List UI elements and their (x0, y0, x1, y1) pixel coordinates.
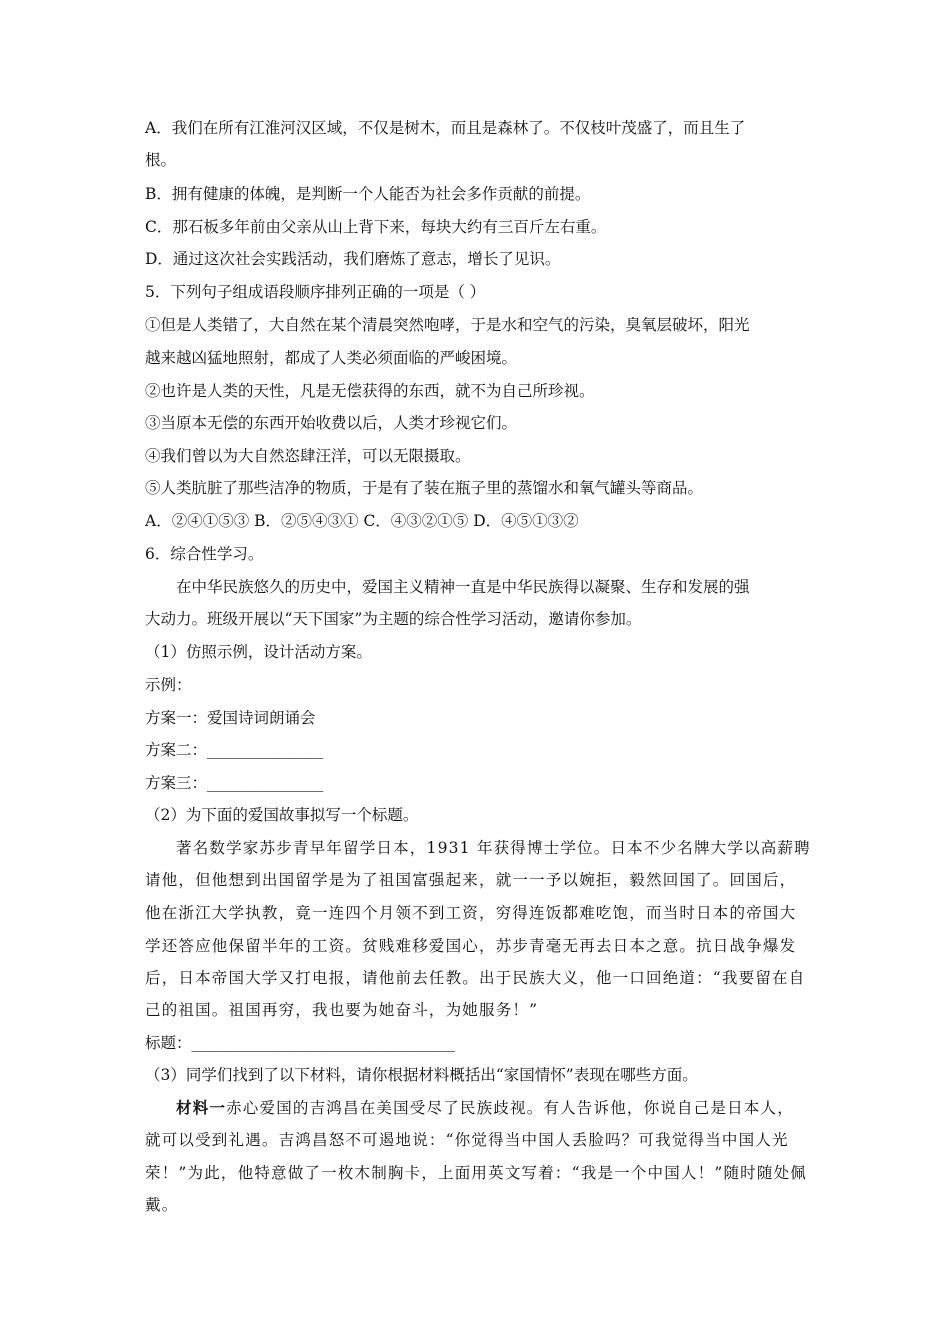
q6-plan-2: 方案二：_______________ (145, 741, 324, 759)
material-1-heading: 材料一 (176, 1098, 227, 1117)
material-1-line2: 就可以受到礼遇。吉鸿昌怒不可遏地说：“你觉得当中国人丢脸吗？可我觉得当中国人光 (145, 1131, 789, 1149)
q4-option-d: D．通过这次社会实践活动，我们磨炼了意志，增长了见识。 (145, 250, 561, 268)
q5-sentence-5: ⑤人类肮脏了那些洁净的物质，于是有了装在瓶子里的蒸馏水和氧气罐头等商品。 (145, 479, 704, 497)
material-1-line4: 戴。 (145, 1196, 179, 1214)
q5-sentence-3: ③当原本无偿的东西开始收费以后，人类才珍视它们。 (145, 414, 518, 432)
q5-sentence-4: ④我们曾以为大自然恣肆汪洋，可以无限摄取。 (145, 447, 471, 465)
material-1-line3: 荣！”为此，他特意做了一枚木制胸卡，上面用英文写着：“我是一个中国人！”随时随处佩 (145, 1164, 807, 1182)
q6-stem: 6．综合性学习。 (145, 545, 264, 563)
q6-part3: （3）同学们找到了以下材料，请你根据材料概括出“家国情怀”表现在哪些方面。 (145, 1066, 698, 1084)
story-line-4: 学还答应他保留半年的工资。贫贱难移爱国心，苏步青毫无再去日本之意。抗日战争爆发 (145, 937, 797, 955)
q5-sentence-2: ②也许是人类的天性，凡是无偿获得的东西，就不为自己所珍视。 (145, 382, 595, 400)
q6-plan-3: 方案三：_______________ (145, 774, 324, 792)
story-line-2: 请他，但他想到出国留学是为了祖国富强起来，就一一予以婉拒，毅然回国了。回国后， (145, 871, 797, 889)
story-line-5: 后，日本帝国大学又打电报，请他前去任教。出于民族大义，他一口回绝道：“我要留在自 (145, 969, 806, 987)
q4-option-a-line1: A．我们在所有江淮河汉区域，不仅是树木，而且是森林了。不仅枝叶茂盛了，而且生了 (145, 119, 746, 137)
q6-example-label: 示例： (145, 676, 192, 694)
q4-option-a-line2: 根。 (145, 151, 177, 169)
story-line-3: 他在浙江大学执教，竟一连四个月领不到工资，穷得连饭都难吃饱，而当时日本的帝国大 (145, 904, 797, 922)
q5-sentence-1-line1: ①但是人类错了，大自然在某个清晨突然咆哮，于是水和空气的污染，臭氧层破坏，阳光 (145, 316, 750, 334)
q6-intro-line1: 在中华民族悠久的历史中，爱国主义精神一直是中华民族得以凝聚、生存和发展的强 (176, 578, 750, 596)
story-line-6: 己的祖国。祖国再穷，我也要为她奋斗，为她服务！” (145, 1001, 539, 1019)
q6-plan-1: 方案一：爱国诗词朗诵会 (145, 709, 316, 727)
q6-part1: （1）仿照示例，设计活动方案。 (145, 643, 372, 661)
q4-option-c: C．那石板多年前由父亲从山上背下来，每块大约有三百斤左右重。 (145, 218, 607, 236)
material-1-line1 (176, 1096, 794, 1118)
q4-option-b: B．拥有健康的体魄，是判断一个人能否为社会多作贡献的前提。 (145, 185, 591, 203)
material-1-text: 赤心爱国的吉鸿昌在美国受尽了民族歧视。有人告诉他，你说自己是日本人， (226, 1099, 794, 1117)
q5-stem: 5．下列句子组成语段顺序排列正确的一项是（ ） (145, 283, 486, 301)
q6-part2: （2）为下面的爱国故事拟写一个标题。 (145, 806, 419, 824)
q5-options: A．②④①⑤③ B．②⑤④③① C．④③②①⑤ D．④⑤①③② (145, 512, 579, 530)
q6-title-label: 标题：__________________________________ (145, 1034, 456, 1052)
story-line-1: 著名数学家苏步青早年留学日本，1931 年获得博士学位。日本不少名牌大学以高薪聘 (176, 839, 811, 857)
q6-intro-line2: 大动力。班级开展以“天下国家”为主题的综合性学习活动，邀请你参加。 (145, 610, 642, 628)
q5-sentence-1-line2: 越来越凶猛地照射，都成了人类必须面临的严峻困境。 (145, 349, 518, 367)
